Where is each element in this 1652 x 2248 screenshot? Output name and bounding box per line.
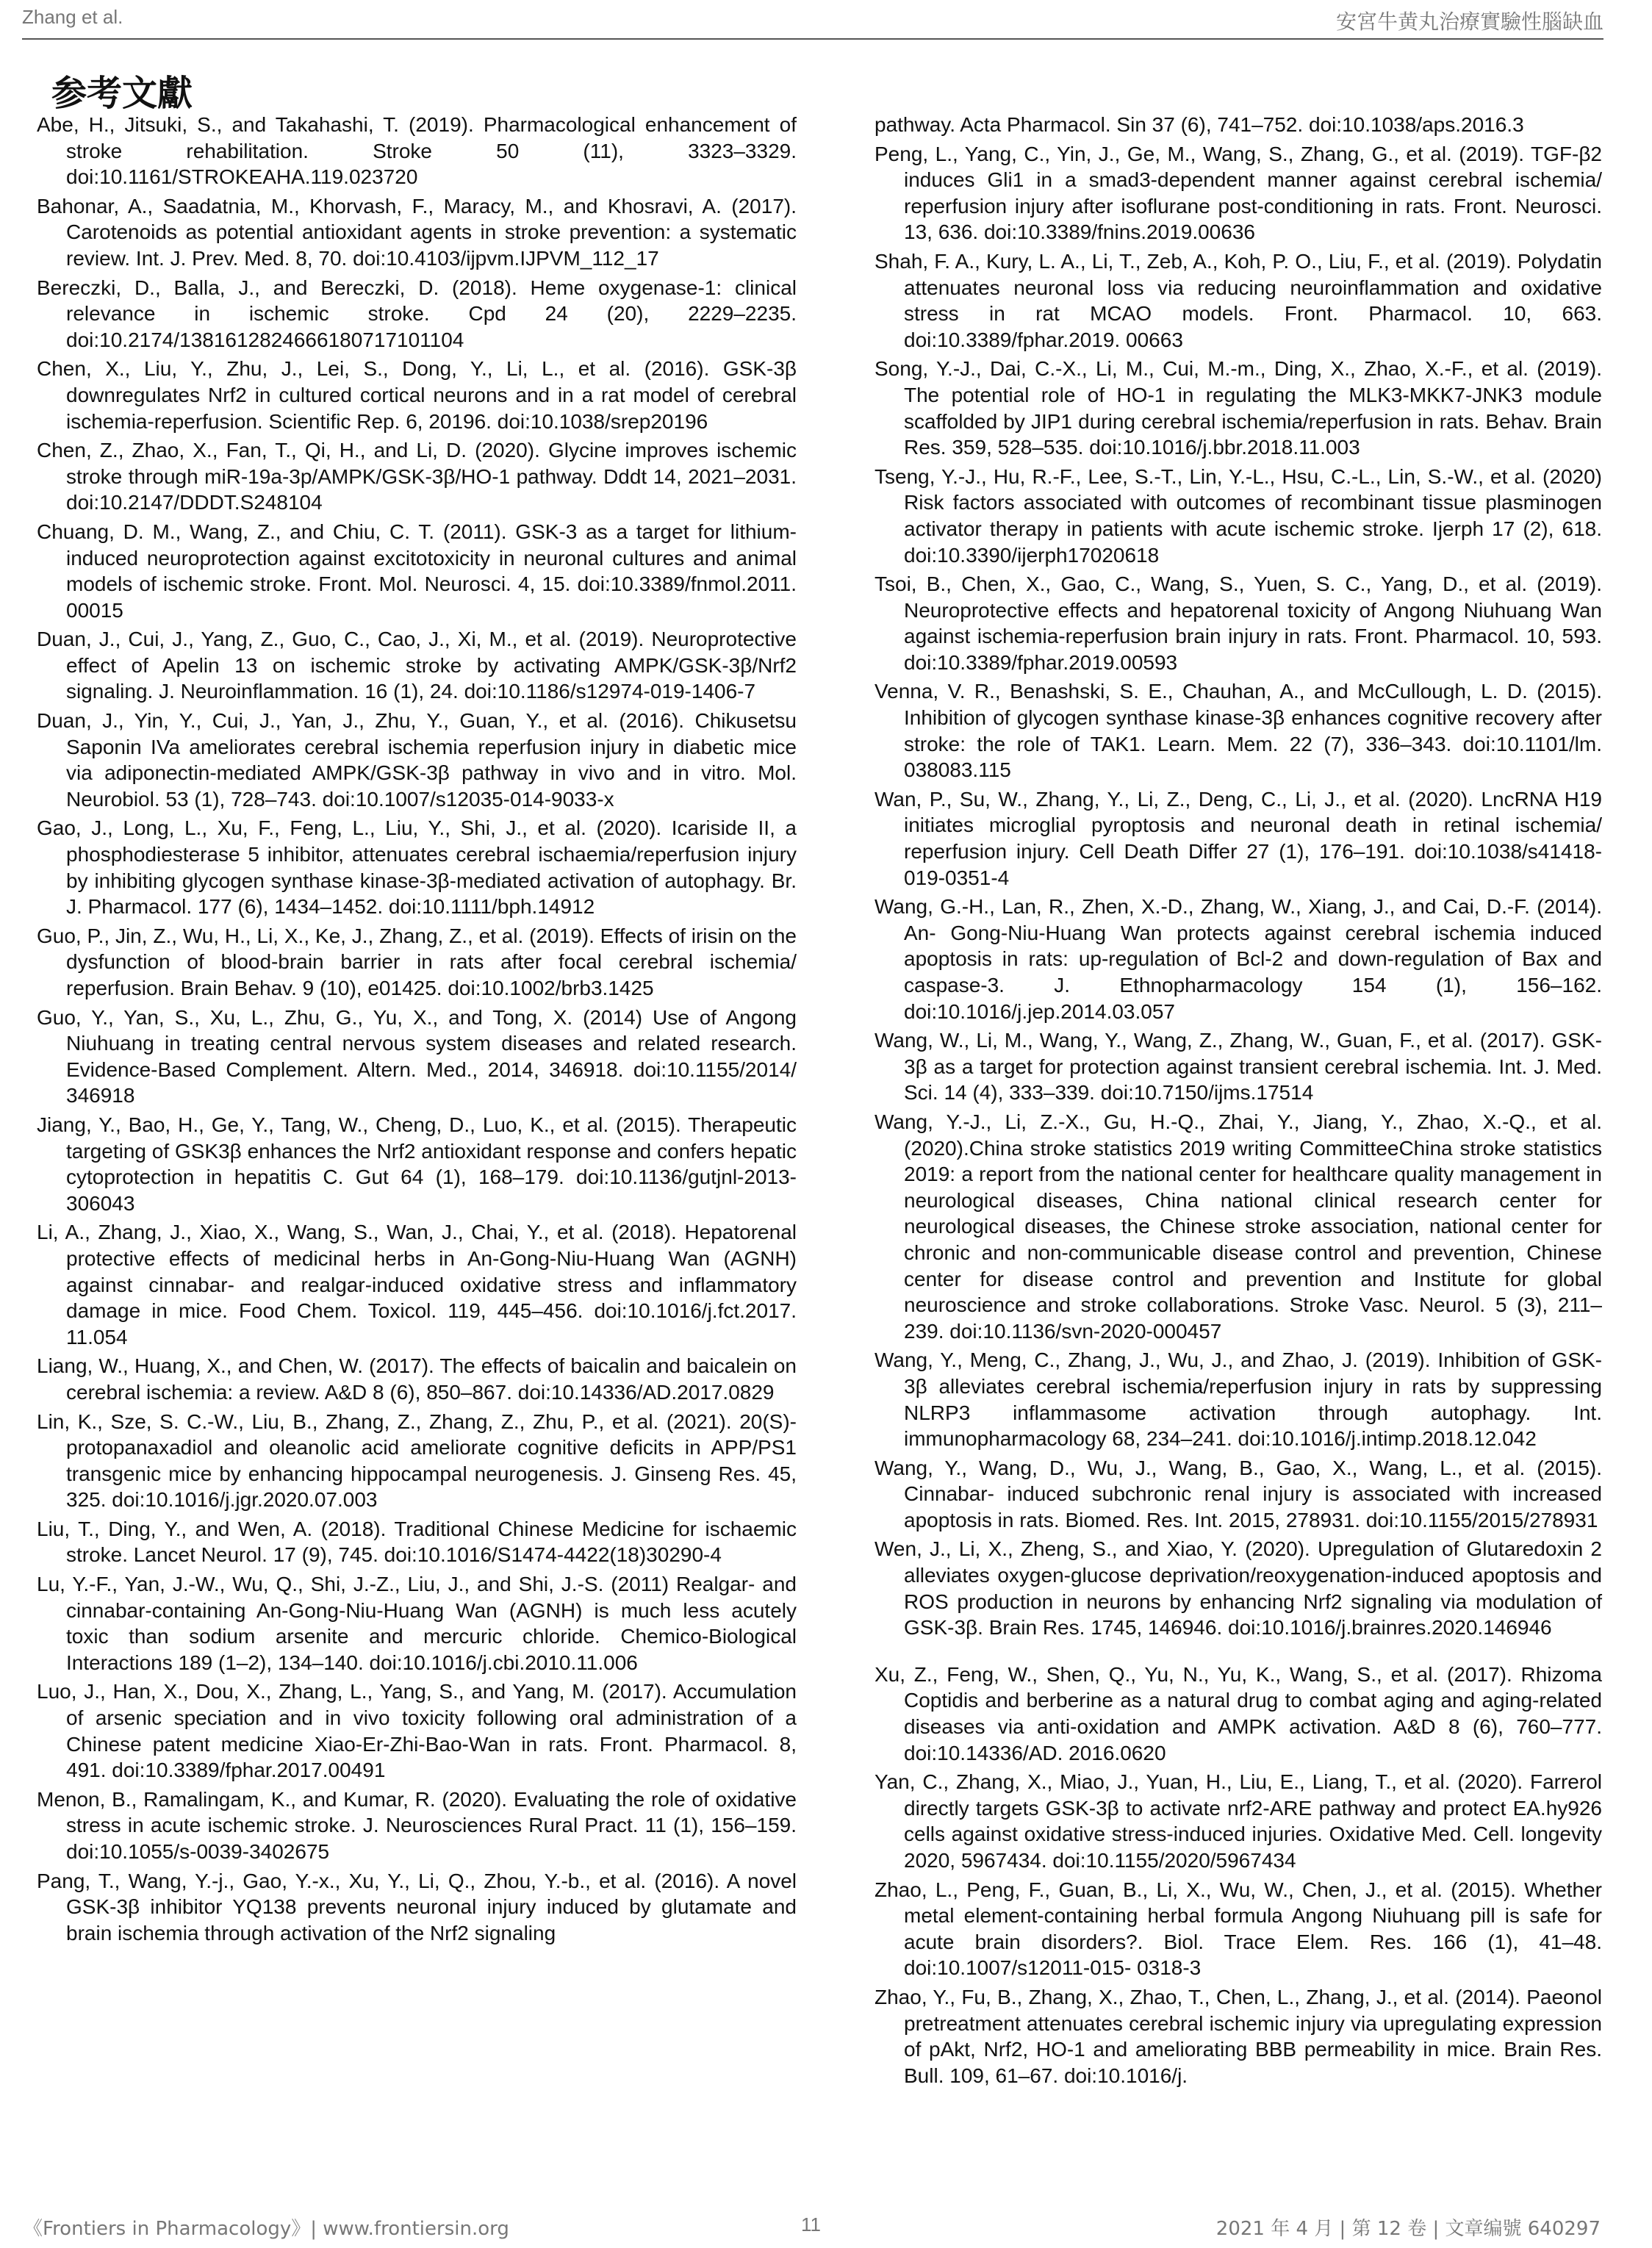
reference-item: Venna, V. R., Benashski, S. E., Chauhan, A., and McCullough, L. D. (2015). Inhibition of glycogen synthase kinase-3β enhances cognitive recovery after stroke: the role of TAK1. Learn. Mem. 22 (7), 336–343. doi:10.1101/lm. 038083.115	[875, 680, 1602, 782]
running-header-title: 安宮牛黄丸治療實驗性腦缺血	[1335, 10, 1603, 34]
reference-item: Luo, J., Han, X., Dou, X., Zhang, L., Yang, S., and Yang, M. (2017). Accumulation of arsenic speciation and in vivo toxicity following oral administration of a Chinese patent medicine Xiao-Er-Zhi-Bao-Wan in rats. Front. Pharmacol. 8, 491. doi:10.3389/fphar.2017.00491	[37, 1680, 797, 1782]
reference-item: Duan, J., Yin, Y., Cui, J., Yan, J., Zhu, Y., Guan, Y., et al. (2016). Chikusetsu Saponin IVa ameliorates cerebral ischemia reperfusion injury in diabetic mice via adiponectin-mediated AMPK/GSK-3β pathway in vivo and in vitro. Mol. Neurobiol. 53 (1), 728–743. doi:10.1007/s12035-014-9033-x	[37, 709, 797, 811]
reference-item: Wang, W., Li, M., Wang, Y., Wang, Z., Zhang, W., Guan, F., et al. (2017). GSK-3β as a target for protection against transient cerebral ischemia. Int. J. Med. Sci. 14 (4), 333–339. doi:10.7150/ijms.17514	[875, 1029, 1602, 1105]
reference-item: Zhao, Y., Fu, B., Zhang, X., Zhao, T., Chen, L., Zhang, J., et al. (2014). Paeonol pretreatment attenuates cerebral ischemic injury via upregulating expression of pAkt, Nrf2, HO-1 and ameliorating BBB permeability in mice. Brain Res. Bull. 109, 61–67. doi:10.1016/j.	[875, 1985, 1602, 2087]
reference-item: Chen, X., Liu, Y., Zhu, J., Lei, S., Dong, Y., Li, L., et al. (2016). GSK-3β downregulates Nrf2 in cultured cortical neurons and in a rat model of cerebral ischemia-reperfusion. Scientific Rep. 6, 20196. doi:10.1038/srep20196	[37, 357, 797, 433]
reference-item: Bahonar, A., Saadatnia, M., Khorvash, F., Maracy, M., and Khosravi, A. (2017). Carotenoids as potential antioxidant agents in stroke prevention: a systematic review. Int. J. Prev. Med. 8, 70. doi:10.4103/ijpvm.IJPVM_112_17	[37, 194, 797, 270]
reference-item: Wan, P., Su, W., Zhang, Y., Li, Z., Deng, C., Li, J., et al. (2020). LncRNA H19 initiates microglial pyroptosis and neuronal death in retinal ischemia/ reperfusion injury. Cell Death Differ 27 (1), 176–191. doi:10.1038/s41418-019-0351-4	[875, 787, 1602, 889]
reference-item: Guo, Y., Yan, S., Xu, L., Zhu, G., Yu, X., and Tong, X. (2014) Use of Angong Niuhuang in treating central nervous system diseases and related research. Evidence-Based Complement. Altern. Med., 2014, 346918. doi:10.1155/2014/ 346918	[37, 1005, 797, 1107]
reference-item: Peng, L., Yang, C., Yin, J., Ge, M., Wang, S., Zhang, G., et al. (2019). TGF-β2 induces Gli1 in a smad3-dependent manner against cerebral ischemia/ reperfusion injury after isoflurane post-conditioning in rats. Front. Neurosci. 13, 636. doi:10.3389/fnins.2019.00636	[875, 142, 1602, 244]
reference-item: Duan, J., Cui, J., Yang, Z., Guo, C., Cao, J., Xi, M., et al. (2019). Neuroprotective effect of Apelin 13 on ischemic stroke by activating AMPK/GSK-3β/Nrf2 signaling. J. Neuroinflammation. 16 (1), 24. doi:10.1186/s12974-019-1406-7	[37, 628, 797, 703]
reference-item: Xu, Z., Feng, W., Shen, Q., Yu, N., Yu, K., Wang, S., et al. (2017). Rhizoma Coptidis and berberine as a natural drug to combat aging and aging-related diseases via anti-oxidation and AMPK activation. A&D 8 (6), 760–777. doi:10.14336/AD. 2016.0620	[875, 1662, 1602, 1764]
references-column-right	[875, 112, 1602, 2091]
reference-item: Abe, H., Jitsuki, S., and Takahashi, T. (2019). Pharmacological enhancement of stroke rehabilitation. Stroke 50 (11), 3323–3329. doi:10.1161/STROKEAHA.119.023720	[37, 113, 797, 189]
reference-item: Yan, C., Zhang, X., Miao, J., Yuan, H., Liu, E., Liang, T., et al. (2020). Farrerol directly targets GSK-3β to activate nrf2-ARE pathway and protect EA.hy926 cells against oxidative stress-induced injuries. Oxidative Med. Cell. longevity 2020, 5967434. doi:10.1155/2020/5967434	[875, 1770, 1602, 1872]
reference-item: Tseng, Y.-J., Hu, R.-F., Lee, S.-T., Lin, Y.-L., Hsu, C.-L., Lin, S.-W., et al. (2020) Risk factors associated with outcomes of recombinant tissue plasminogen activator therapy in patients with acute ischemic stroke. Ijerph 17 (2), 618. doi:10.3390/ijerph17020618	[875, 464, 1602, 567]
reference-item: Lu, Y.-F., Yan, J.-W., Wu, Q., Shi, J.-Z., Liu, J., and Shi, J.-S. (2011) Realgar- and cinnabar-containing An-Gong-Niu-Huang Wan (AGNH) is much less acutely toxic than sodium arsenite and mercuric chloride. Chemico-Biological Interactions 189 (1–2), 134–140. doi:10.1016/j.cbi.2010.11.006	[37, 1573, 797, 1674]
reference-item: Jiang, Y., Bao, H., Ge, Y., Tang, W., Cheng, D., Luo, K., et al. (2015). Therapeutic targeting of GSK3β enhances the Nrf2 antioxidant response and confers hepatic cytoprotection in hepatitis C. Gut 64 (1), 168–179. doi:10.1136/gutjnl-2013-306043	[37, 1113, 797, 1215]
reference-item: Tsoi, B., Chen, X., Gao, C., Wang, S., Yuen, S. C., Yang, D., et al. (2019). Neuroprotective effects and hepatorenal toxicity of Angong Niuhuang Wan against ischemia-reperfusion brain injury in rats. Front. Pharmacol. 10, 593. doi:10.3389/fphar.2019.00593	[875, 572, 1602, 674]
references-heading: 参考文獻	[51, 73, 193, 114]
footer-issue-info: 2021 年 4 月 | 第 12 卷 | 文章编號 640297	[1215, 2218, 1601, 2240]
reference-item: Wang, Y., Meng, C., Zhang, J., Wu, J., and Zhao, J. (2019). Inhibition of GSK-3β alleviates cerebral ischemia/reperfusion injury in rats by suppressing NLRP3 inflammasome activation through autophagy. Int. immunopharmacology 68, 234–241. doi:10.1016/j.intimp.2018.12.042	[875, 1349, 1602, 1451]
references-column-left	[37, 112, 797, 1949]
reference-item: Pang, T., Wang, Y.-j., Gao, Y.-x., Xu, Y., Li, Q., Zhou, Y.-b., et al. (2016). A novel GSK-3β inhibitor YQ138 prevents neuronal injury induced by glutamate and brain ischemia through activation of the Nrf2 signaling	[37, 1869, 797, 1944]
header-divider	[22, 38, 1603, 40]
reference-item: Song, Y.-J., Dai, C.-X., Li, M., Cui, M.-m., Ding, X., Zhao, X.-F., et al. (2019). The potential role of HO-1 in regulating the MLK3-MKK7-JNK3 module scaffolded by JIP1 during cerebral ischemia/reperfusion in rats. Behav. Brain Res. 359, 528–535. doi:10.1016/j.bbr.2018.11.003	[875, 357, 1602, 459]
reference-item: Chen, Z., Zhao, X., Fan, T., Qi, H., and Li, D. (2020). Glycine improves ischemic stroke through miR-19a-3p/AMPK/GSK-3β/HO-1 pathway. Dddt 14, 2021–2031. doi:10.2147/DDDT.S248104	[37, 439, 797, 514]
reference-item: Wang, Y.-J., Li, Z.-X., Gu, H.-Q., Zhai, Y., Jiang, Y., Zhao, X.-Q., et al. (2020).China stroke statistics 2019 writing CommitteeChina stroke statistics 2019: a report from the national center for healthcare quality management in neurological diseases, China national clinical research center for neurological diseases, the Chinese stroke association, national center for chronic and non-communicable disease control and prevention, Chinese center for disease control and prevention and Institute for global neuroscience and stroke collaborations. Stroke Vasc. Neurol. 5 (3), 211–239. doi:10.1136/svn-2020-000457	[875, 1110, 1602, 1343]
reference-item: Wen, J., Li, X., Zheng, S., and Xiao, Y. (2020). Upregulation of Glutaredoxin 2 alleviates oxygen-glucose deprivation/reoxygenation-induced apoptosis and ROS production in neurons by enhancing Nrf2 signaling via modulation of GSK-3β. Brain Res. 1745, 146946. doi:10.1016/j.brainres.2020.146946	[875, 1537, 1602, 1640]
reference-item: Lin, K., Sze, S. C.-W., Liu, B., Zhang, Z., Zhang, Z., Zhu, P., et al. (2021). 20(S)- protopanaxadiol and oleanolic acid ameliorate cognitive deficits in APP/PS1 transgenic mice by enhancing hippocampal neurogenesis. J. Ginseng Res. 45, 325. doi:10.1016/j.jgr.2020.07.003	[37, 1410, 797, 1512]
footer-journal: 《Frontiers in Pharmacology》| www.frontiersin.org	[24, 2218, 509, 2240]
reference-item: Wang, Y., Wang, D., Wu, J., Wang, B., Gao, X., Wang, L., et al. (2015). Cinnabar- induced subchronic renal injury is associated with increased apoptosis in rats. Biomed. Res. Int. 2015, 278931. doi:10.1155/2015/278931	[875, 1456, 1602, 1531]
reference-item: Chuang, D. M., Wang, Z., and Chiu, C. T. (2011). GSK-3 as a target for lithium- induced neuroprotection against excitotoxicity in neuronal cultures and animal models of ischemic stroke. Front. Mol. Neurosci. 4, 15. doi:10.3389/fnmol.2011. 00015	[37, 520, 797, 622]
running-header-authors: Zhang et al.	[22, 6, 123, 28]
reference-item-continued: pathway. Acta Pharmacol. Sin 37 (6), 741–752. doi:10.1038/aps.2016.3	[875, 113, 1524, 136]
reference-item: Shah, F. A., Kury, L. A., Li, T., Zeb, A., Koh, P. O., Liu, F., et al. (2019). Polydatin attenuates neuronal loss via reducing neuroinflammation and oxidative stress in rat MCAO models. Front. Pharmacol. 10, 663. doi:10.3389/fphar.2019. 00663	[875, 249, 1602, 351]
page-number: 11	[801, 2213, 821, 2236]
reference-item: Wang, G.-H., Lan, R., Zhen, X.-D., Zhang, W., Xiang, J., and Cai, D.-F. (2014). An- Gong-Niu-Huang Wan protects against cerebral ischemia induced apoptosis in rats: up-regulation of Bcl-2 and down-regulation of Bax and caspase-3. J. Ethnopharmacology 154 (1), 156–162. doi:10.1016/j.jep.2014.03.057	[875, 895, 1602, 1023]
reference-item: Liang, W., Huang, X., and Chen, W. (2017). The effects of baicalin and baicalein on cerebral ischemia: a review. A&D 8 (6), 850–867. doi:10.14336/AD.2017.0829	[37, 1354, 797, 1404]
reference-item: Bereczki, D., Balla, J., and Bereczki, D. (2018). Heme oxygenase-1: clinical relevance in ischemic stroke. Cpd 24 (20), 2229–2235. doi:10.2174/1381612824666180717101104	[37, 276, 797, 351]
reference-item: Gao, J., Long, L., Xu, F., Feng, L., Liu, Y., Shi, J., et al. (2020). Icariside II, a phosphodiesterase 5 inhibitor, attenuates cerebral ischaemia/reperfusion injury by inhibiting glycogen synthase kinase-3β-mediated activation of autophagy. Br. J. Pharmacol. 177 (6), 1434–1452. doi:10.1111/bph.14912	[37, 816, 797, 919]
reference-item: Liu, T., Ding, Y., and Wen, A. (2018). Traditional Chinese Medicine for ischaemic stroke. Lancet Neurol. 17 (9), 745. doi:10.1016/S1474-4422(18)30290-4	[37, 1517, 797, 1567]
reference-item: Menon, B., Ramalingam, K., and Kumar, R. (2020). Evaluating the role of oxidative stress in acute ischemic stroke. J. Neurosciences Rural Pract. 11 (1), 156–159. doi:10.1055/s-0039-3402675	[37, 1787, 797, 1863]
reference-item: Guo, P., Jin, Z., Wu, H., Li, X., Ke, J., Zhang, Z., et al. (2019). Effects of irisin on the dysfunction of blood-brain barrier in rats after focal cerebral ischemia/ reperfusion. Brain Behav. 9 (10), e01425. doi:10.1002/brb3.1425	[37, 924, 797, 999]
reference-item: Li, A., Zhang, J., Xiao, X., Wang, S., Wan, J., Chai, Y., et al. (2018). Hepatorenal protective effects of medicinal herbs in An-Gong-Niu-Huang Wan (AGNH) against cinnabar- and realgar-induced oxidative stress and inflammatory damage in mice. Food Chem. Toxicol. 119, 445–456. doi:10.1016/j.fct.2017. 11.054	[37, 1221, 797, 1349]
reference-item: Zhao, L., Peng, F., Guan, B., Li, X., Wu, W., Chen, J., et al. (2015). Whether metal element-containing herbal formula Angong Niuhuang pill is safe for acute brain disorders?. Biol. Trace Elem. Res. 166 (1), 41–48. doi:10.1007/s12011-015- 0318-3	[875, 1878, 1602, 1980]
